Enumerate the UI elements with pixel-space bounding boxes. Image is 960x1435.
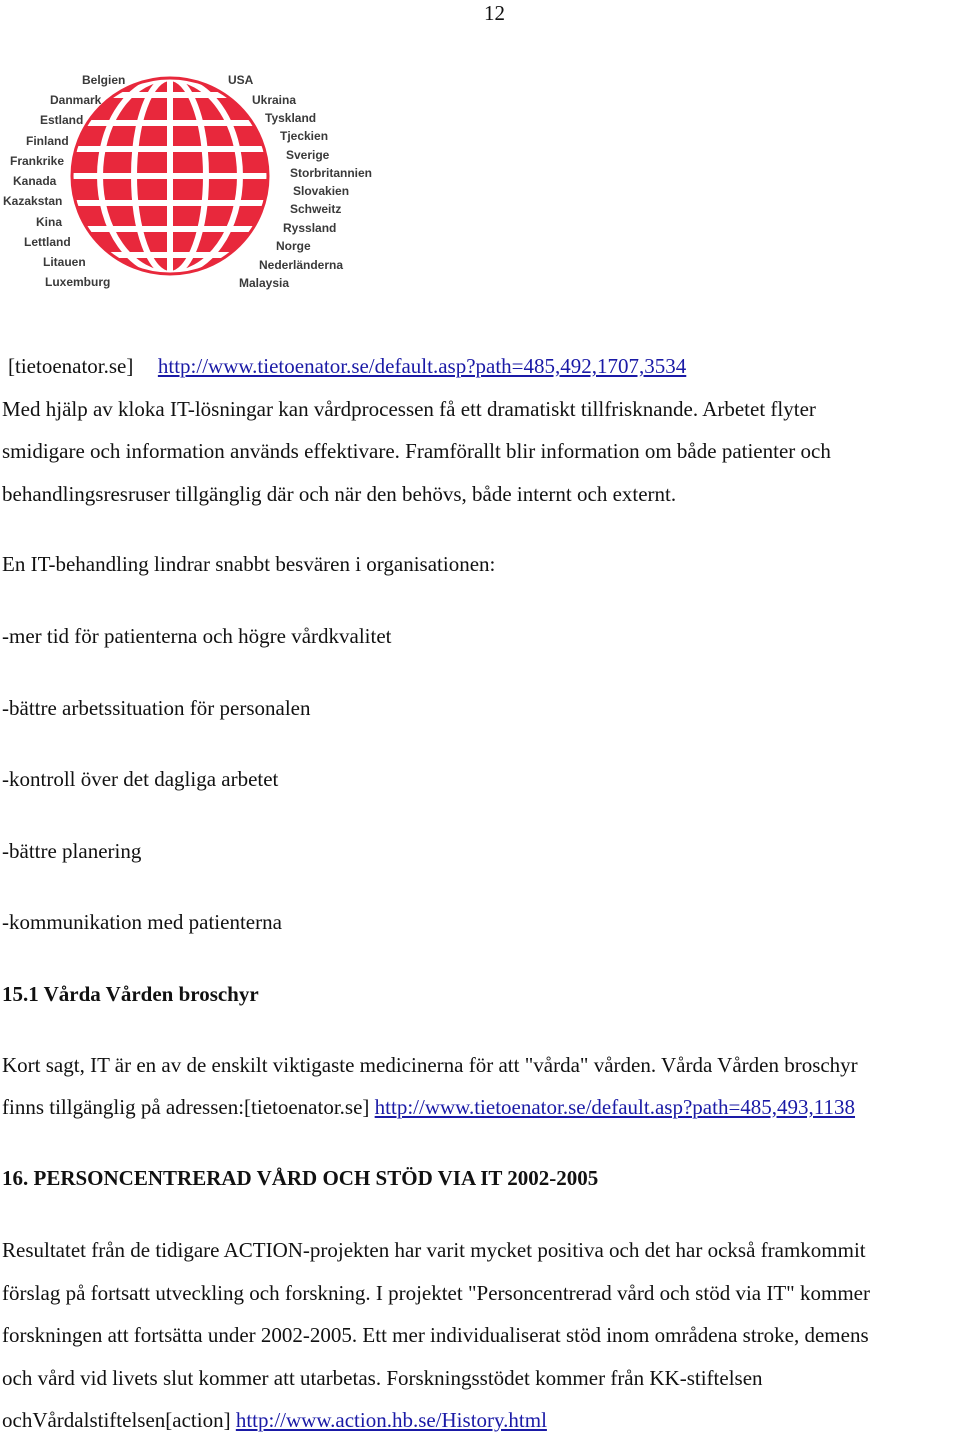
country-label: Tjeckien [280, 129, 329, 143]
intro-line: smidigare och information används effektivare. Framförallt blir information om både patienter och [2, 439, 831, 463]
paragraph-line [2, 1095, 855, 1119]
it-intro-text: En IT-behandling lindrar snabbt besvären i organisationen: [2, 552, 496, 576]
paragraph-line: Resultatet från de tidigare ACTION-projekten har varit mycket positiva och det har också framkommit [2, 1238, 866, 1262]
paragraph-line [2, 1408, 547, 1432]
country-label: Kanada [13, 174, 57, 188]
section-heading: 15.1 Vårda Vården broschyr [2, 982, 259, 1006]
country-label: Kina [36, 215, 63, 229]
paragraph-line: Kort sagt, IT är en av de enskilt viktigaste medicinerna för att "vårda" vården. Vårda Vården broschyr [2, 1053, 858, 1077]
section-heading: 16. PERSONCENTRERAD VÅRD OCH STÖD VIA IT 2002-2005 [2, 1166, 599, 1190]
page-number: 12 [484, 1, 505, 25]
country-label: Danmark [50, 93, 102, 107]
brochure-link[interactable]: http://www.tietoenator.se/default.asp?path=485,493,1138 [374, 1095, 856, 1119]
paragraph-line: och vård vid livets slut kommer att utarbetas. Forskningsstödet kommer från KK-stiftelsen [2, 1366, 763, 1390]
country-label: Luxemburg [45, 275, 111, 289]
benefit-item: -bättre arbetssituation för personalen [2, 696, 311, 720]
action-text: ochVårdalstiftelsen[action] [2, 1408, 236, 1432]
country-label: Litauen [43, 255, 86, 269]
intro-line: Med hjälp av kloka IT-lösningar kan vårdprocessen få ett dramatiskt tillfrisknande. Arbetet flyter [2, 397, 816, 421]
benefit-item: -kontroll över det dagliga arbetet [2, 767, 279, 791]
country-label: Finland [26, 134, 69, 148]
country-label: Slovakien [293, 184, 350, 198]
reference-source: [tietoenator.se] [8, 354, 134, 378]
country-label: Estland [40, 113, 84, 127]
country-label: Sverige [286, 148, 330, 162]
paragraph-line: förslag på fortsatt utveckling och forskning. I projektet "Personcentrerad vård och stöd via IT" kommer [2, 1281, 870, 1305]
country-label: Malaysia [239, 276, 290, 290]
paragraph-line: forskningen att fortsätta under 2002-2005. Ett mer individualiserat stöd inom områdena stroke, demens [2, 1323, 869, 1347]
country-label: Kazakstan [3, 194, 63, 208]
country-label: Nederländerna [259, 258, 344, 272]
country-label: Storbritannien [290, 166, 373, 180]
brochure-text: finns tillgänglig på adressen:[tietoenator.se] [2, 1095, 375, 1119]
country-label: Norge [276, 239, 311, 253]
reference-line [8, 354, 686, 378]
benefit-item: -kommunikation med patienterna [2, 910, 282, 934]
reference-link[interactable]: http://www.tietoenator.se/default.asp?path=485,492,1707,3534 [157, 354, 687, 378]
intro-line: behandlingsresruser tillgänglig där och när den behövs, både internt och externt. [2, 482, 677, 506]
benefit-item: -mer tid för patienterna och högre vårdkvalitet [2, 624, 392, 648]
benefit-item: -bättre planering [2, 839, 142, 863]
action-link[interactable]: http://www.action.hb.se/History.html [235, 1408, 547, 1432]
country-label: Frankrike [10, 154, 65, 168]
globe-logo [0, 66, 380, 298]
country-label: Schweitz [290, 202, 342, 216]
country-label: Lettland [24, 235, 71, 249]
country-label: Ryssland [283, 221, 337, 235]
country-label: USA [228, 73, 254, 87]
country-label: Tyskland [265, 111, 317, 125]
country-label: Ukraina [252, 93, 297, 107]
country-label: Belgien [82, 73, 126, 87]
